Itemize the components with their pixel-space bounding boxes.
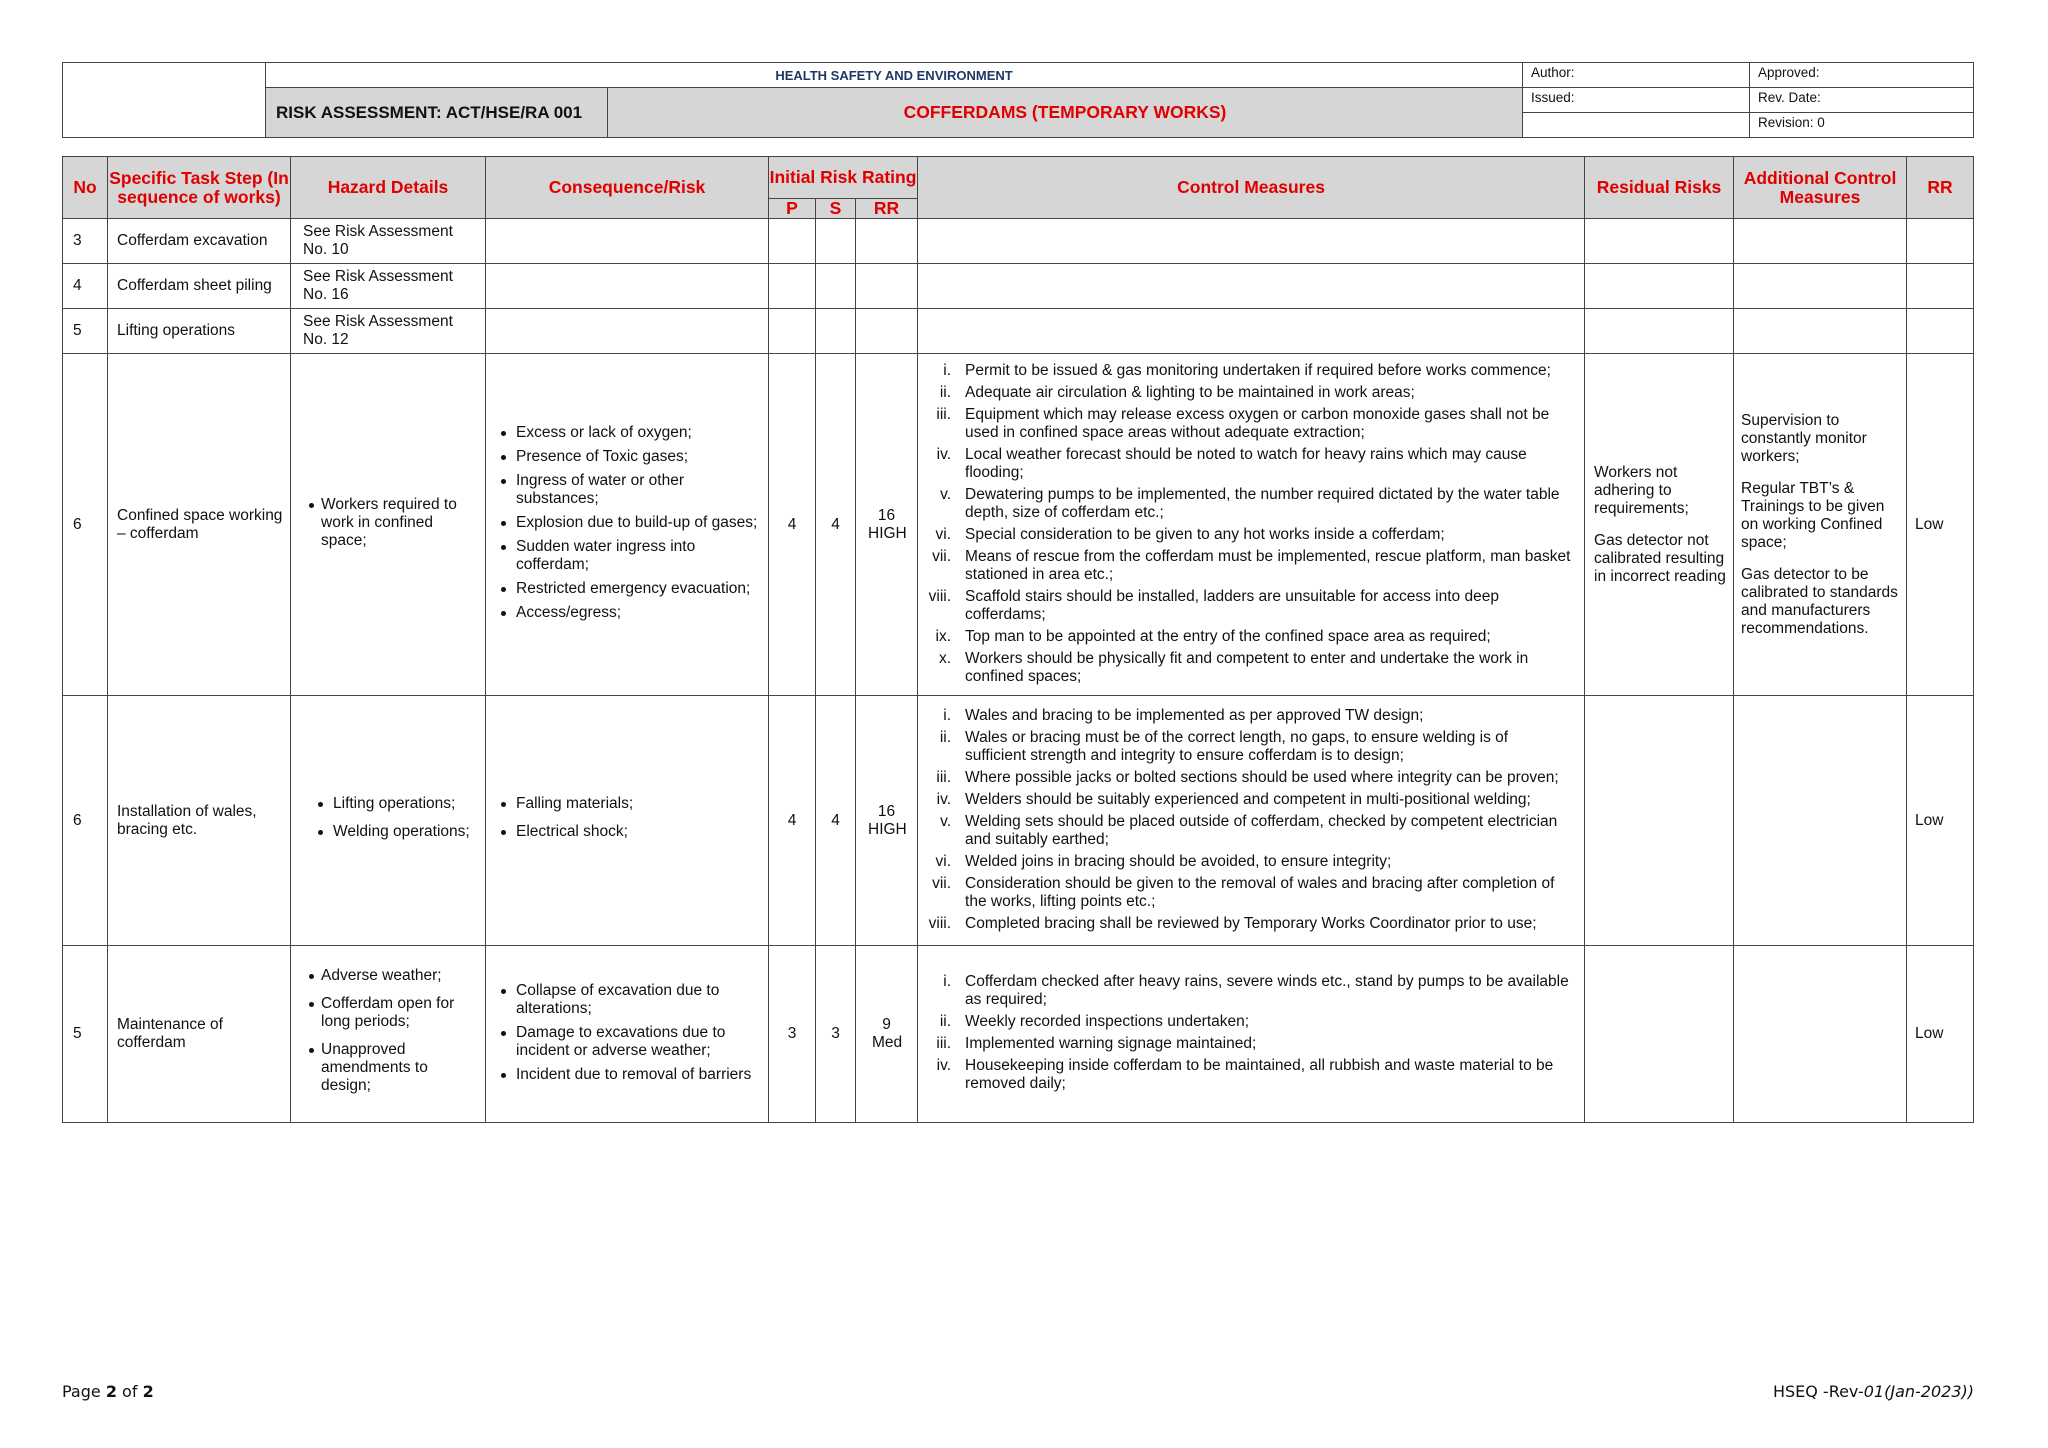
rating-rr-final: Low <box>1907 946 1974 1123</box>
control-item: x. Workers should be physically fit and competent to enter and undertake the work in confined spaces; <box>938 649 1529 685</box>
row-additional <box>1734 354 1907 696</box>
col-header-hazard: Hazard Details <box>291 157 486 219</box>
col-header-no: No <box>63 157 108 219</box>
rating-rr: 16 HIGH <box>856 696 918 946</box>
control-item: iv. Welders should be suitably experienced and competent in multi-positional welding; <box>936 790 1531 808</box>
row-no: 6 <box>63 354 108 696</box>
row-task: Cofferdam excavation <box>108 219 291 264</box>
consequence-item: Excess or lack of oxygen; <box>486 424 768 442</box>
hse-title: HEALTH SAFETY AND ENVIRONMENT <box>266 63 1523 88</box>
col-header-residual: Residual Risks <box>1585 157 1734 219</box>
row-hazards <box>291 696 486 946</box>
col-header-p: P <box>769 199 816 219</box>
table-row <box>63 264 1974 309</box>
consequence-item: Incident due to removal of barriers <box>486 1066 768 1084</box>
col-header-s: S <box>816 199 856 219</box>
table-row <box>63 219 1974 264</box>
row-hazard-ref: See Risk Assessment No. 10 <box>291 219 486 264</box>
row-no: 5 <box>63 946 108 1123</box>
logo-area <box>63 63 266 138</box>
row-task: Confined space working – cofferdam <box>108 354 291 696</box>
row-task: Cofferdam sheet piling <box>108 264 291 309</box>
col-header-control: Control Measures <box>918 157 1585 219</box>
rating-p: 3 <box>769 946 816 1123</box>
consequence-item: Restricted emergency evacuation; <box>486 580 768 598</box>
row-no: 4 <box>63 264 108 309</box>
page-number: Page 2 of 2 <box>62 1382 154 1401</box>
additional-item: Supervision to constantly monitor workers; <box>1741 411 1867 465</box>
control-item: v. Welding sets should be placed outside of cofferdam, checked by competent electrician and suitably earthed; <box>940 812 1558 848</box>
consequence-item: Access/egress; <box>486 604 768 622</box>
col-header-rr: RR <box>856 199 918 219</box>
row-no: 5 <box>63 309 108 354</box>
additional-item: Gas detector to be calibrated to standards and manufacturers recommendations. <box>1741 565 1898 637</box>
additional-item: Regular TBT’s & Trainings to be given on working Confined space; <box>1741 479 1885 551</box>
row-residual <box>1585 946 1734 1123</box>
col-header-additional: Additional Control Measures <box>1734 157 1907 219</box>
rating-rr: 16 HIGH <box>856 354 918 696</box>
control-item: vii. Consideration should be given to the removal of wales and bracing after completion of the works, lifting points etc.; <box>932 874 1555 910</box>
row-additional <box>1734 696 1907 946</box>
row-controls <box>918 946 1585 1123</box>
col-header-task: Specific Task Step (In sequence of works) <box>108 157 291 219</box>
row-hazards <box>291 354 486 696</box>
consequence-item: Electrical shock; <box>486 823 768 841</box>
hazard-item: Lifting operations; <box>303 795 481 813</box>
consequence-item: Sudden water ingress into cofferdam; <box>486 538 768 574</box>
row-consequences <box>486 946 769 1123</box>
rating-rr: 9 Med <box>856 946 918 1123</box>
control-item: vi. Special consideration to be given to any hot works inside a cofferdam; <box>935 525 1445 543</box>
rating-rr-final: Low <box>1907 696 1974 946</box>
table-row <box>63 309 1974 354</box>
control-item: ix. Top man to be appointed at the entry of the confined space area as required; <box>935 627 1491 645</box>
control-item: v. Dewatering pumps to be implemented, the number required dictated by the water table depth, size of cofferdam etc.; <box>940 485 1560 521</box>
rating-rr-final: Low <box>1907 354 1974 696</box>
row-controls <box>918 354 1585 696</box>
control-item: ii. Adequate air circulation & lighting to be maintained in work areas; <box>939 383 1415 401</box>
rating-p: 4 <box>769 696 816 946</box>
row-hazard-ref: See Risk Assessment No. 12 <box>291 309 486 354</box>
row-no: 3 <box>63 219 108 264</box>
control-item: iii. Implemented warning signage maintained; <box>936 1035 1257 1052</box>
control-item: iii. Equipment which may release excess oxygen or carbon monoxide gases shall not be used in confined space areas without adequate extraction; <box>936 405 1550 441</box>
row-task: Lifting operations <box>108 309 291 354</box>
blank-meta-cell <box>1523 113 1750 138</box>
col-header-rr-final: RR <box>1907 157 1974 219</box>
control-item: vi. Welded joins in bracing should be avoided, to ensure integrity; <box>935 852 1392 870</box>
risk-assessment-ref: RISK ASSESSMENT: ACT/HSE/RA 001 <box>266 88 608 138</box>
control-item: iv. Local weather forecast should be noted to watch for heavy rains which may cause flooding; <box>936 445 1527 481</box>
approved-field: Approved: <box>1750 63 1974 88</box>
consequence-item: Collapse of excavation due to alterations; <box>486 982 768 1018</box>
rating-s: 3 <box>816 946 856 1123</box>
revision-field: Revision: 0 <box>1750 113 1974 138</box>
row-consequences <box>486 696 769 946</box>
rating-p: 4 <box>769 354 816 696</box>
row-hazards <box>291 946 486 1123</box>
hazard-item: Cofferdam open for long periods; <box>303 995 481 1031</box>
hazard-item: Workers required to work in confined space; <box>303 496 481 550</box>
author-field: Author: <box>1523 63 1750 88</box>
row-residual <box>1585 696 1734 946</box>
table-row <box>63 354 1974 696</box>
consequence-item: Presence of Toxic gases; <box>486 448 768 466</box>
row-consequences <box>486 354 769 696</box>
control-item: iii. Where possible jacks or bolted sections should be used where integrity can be proven; <box>936 768 1559 786</box>
control-item: ii. Wales or bracing must be of the correct length, no gaps, to ensure welding is of sufficient strength and integrity to ensure cofferdam is to design; <box>939 728 1509 764</box>
document-reference: HSEQ -Rev-01(Jan-2023)) <box>1772 1382 1974 1401</box>
hazard-item: Welding operations; <box>303 823 481 841</box>
control-item: i. Permit to be issued & gas monitoring undertaken if required before works commence; <box>943 361 1551 379</box>
control-item: i. Wales and bracing to be implemented as per approved TW design; <box>943 706 1424 724</box>
consequence-item: Damage to excavations due to incident or adverse weather; <box>486 1024 768 1060</box>
document-title: COFFERDAMS (TEMPORARY WORKS) <box>608 88 1523 138</box>
col-header-consequence: Consequence/Risk <box>486 157 769 219</box>
control-item: ii. Weekly recorded inspections undertaken; <box>939 1013 1250 1030</box>
consequence-item: Explosion due to build-up of gases; <box>486 514 768 532</box>
rating-s: 4 <box>816 696 856 946</box>
hazard-item: Unapproved amendments to design; <box>303 1041 481 1095</box>
control-item: iv. Housekeeping inside cofferdam to be maintained, all rubbish and waste material to be removed daily; <box>936 1057 1554 1092</box>
col-header-initial-rating: Initial Risk Rating <box>769 157 918 199</box>
row-task: Maintenance of cofferdam <box>108 946 291 1123</box>
document-header <box>62 62 1974 138</box>
hazard-item: Adverse weather; <box>303 967 481 985</box>
table-row <box>63 946 1974 1123</box>
row-task: Installation of wales, bracing etc. <box>108 696 291 946</box>
row-residual <box>1585 354 1734 696</box>
residual-item: Workers not adhering to requirements; <box>1594 463 1689 517</box>
control-item: viii. Completed bracing shall be reviewed by Temporary Works Coordinator prior to use; <box>928 914 1537 932</box>
rev-date-field: Rev. Date: <box>1750 88 1974 113</box>
rating-s: 4 <box>816 354 856 696</box>
row-no: 6 <box>63 696 108 946</box>
residual-item: Gas detector not calibrated resulting in incorrect reading <box>1594 531 1726 585</box>
issued-field: Issued: <box>1523 88 1750 113</box>
row-additional <box>1734 946 1907 1123</box>
risk-assessment-table <box>62 156 1974 1123</box>
consequence-item: Falling materials; <box>486 795 768 813</box>
control-item: viii. Scaffold stairs should be installed, ladders are unsuitable for access into deep cofferdams; <box>928 587 1499 623</box>
control-item: vii. Means of rescue from the cofferdam must be implemented, rescue platform, man basket stationed in area etc.; <box>932 547 1571 583</box>
control-item: i. Cofferdam checked after heavy rains, severe winds etc., stand by pumps to be available as required; <box>943 973 1569 1008</box>
consequence-item: Ingress of water or other substances; <box>486 472 768 508</box>
row-controls <box>918 696 1585 946</box>
row-hazard-ref: See Risk Assessment No. 16 <box>291 264 486 309</box>
table-row <box>63 696 1974 946</box>
